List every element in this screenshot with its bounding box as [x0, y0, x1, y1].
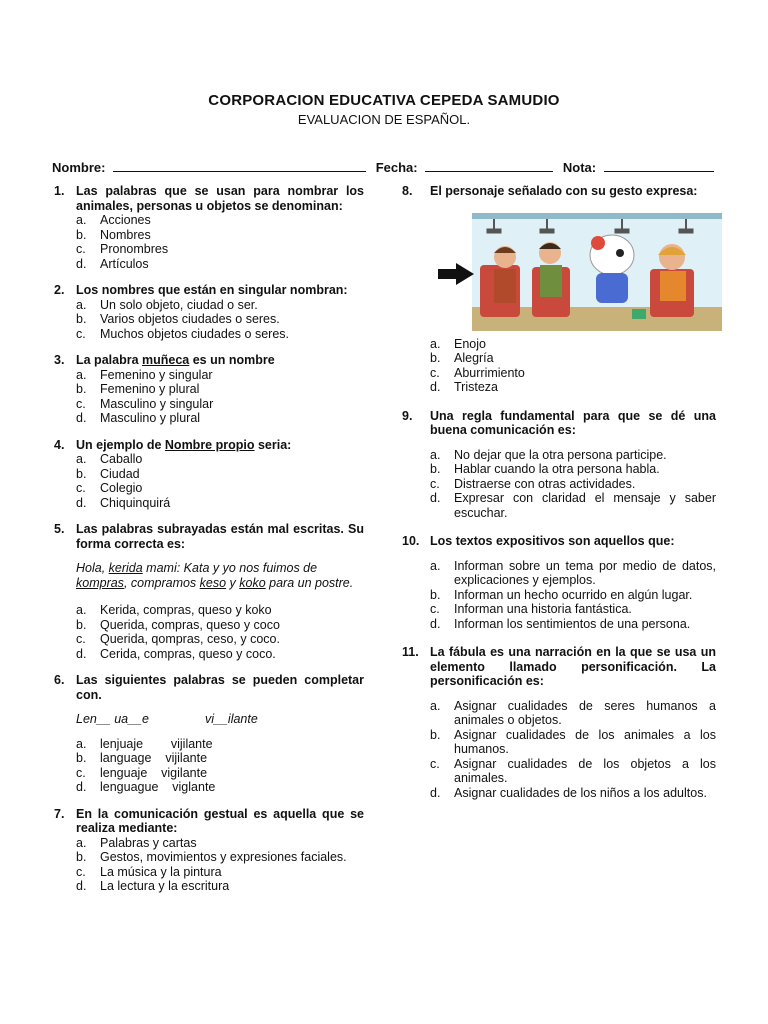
question-10 — [402, 534, 716, 631]
option-b[interactable]: b. Asignar cualidades de los animales a los humanos. — [430, 727, 716, 756]
question-11 — [402, 645, 716, 800]
question-text: Las siguientes palabras se pueden completar con. — [76, 673, 364, 702]
option-c[interactable]: c. La música y la pintura — [76, 864, 222, 879]
question-4 — [54, 437, 364, 511]
option-a[interactable]: a. lenjuaje vijilante — [76, 736, 213, 751]
option-b[interactable]: b. Querida, compras, queso y coco — [76, 617, 280, 632]
question-number: 6. — [54, 673, 65, 687]
option-d[interactable]: d. Cerida, compras, queso y coco. — [76, 646, 276, 661]
question-5 — [54, 522, 364, 661]
option-c[interactable]: c. Asignar cualidades de los objetos a los animales. — [430, 756, 716, 785]
option-a[interactable]: a. Caballo — [76, 452, 143, 466]
fill-in-words: Len__ ua__e vi__ilante — [76, 712, 258, 726]
question-7 — [54, 806, 364, 894]
question-9 — [402, 408, 716, 521]
name-blank[interactable] — [113, 160, 366, 172]
question-text: La fábula es una narración en la que se usa un elemento llamado personificación. La personificación es: — [430, 645, 716, 688]
option-d[interactable]: d. Masculino y plural — [76, 411, 201, 425]
option-b[interactable]: b. Varios objetos ciudades o seres. — [76, 312, 280, 326]
question-text: Una regla fundamental para que se dé una buena comunicación es: — [430, 408, 716, 437]
document-header — [0, 92, 768, 127]
option-a[interactable]: a. Femenino y singular — [76, 367, 213, 382]
question-text: En la comunicación gestual es aquella que se realiza mediante: — [76, 806, 364, 835]
question-number: 11. — [402, 645, 419, 659]
question-number: 4. — [54, 437, 65, 452]
question-number: 2. — [54, 283, 65, 297]
school-name: CORPORACION EDUCATIVA CEPEDA SAMUDIO — [208, 92, 560, 109]
option-b[interactable]: b. Hablar cuando la otra persona habla. — [430, 462, 660, 476]
pointing-arrow-icon — [438, 263, 474, 289]
option-d[interactable]: d. lenguague viglante — [76, 780, 216, 794]
option-c[interactable]: c. Distraerse con otras actividades. — [430, 476, 636, 491]
question-text: Las palabras que se usan para nombrar los animales, personas u objetos se denominan: — [76, 184, 364, 213]
option-c[interactable]: c. Informan una historia fantástica. — [430, 602, 632, 616]
name-label: Nombre: — [52, 160, 106, 175]
question-number: 3. — [54, 353, 65, 367]
option-d[interactable]: d. Expresar con claridad el mensaje y saber escuchar. — [430, 491, 716, 520]
option-b[interactable]: b. Femenino y plural — [76, 382, 200, 396]
misspelled-passage: Hola, kerida mami: Kata y yo nos fuimos de kompras, compramos keso y koko para un postre. — [76, 561, 354, 590]
question-1 — [54, 184, 364, 271]
exam-subject: EVALUACION DE ESPAÑOL. — [297, 112, 471, 127]
option-b[interactable]: b. Nombres — [76, 227, 151, 242]
question-number: 7. — [54, 806, 65, 821]
option-c[interactable]: c. Colegio — [76, 481, 143, 495]
date-blank[interactable] — [425, 160, 553, 172]
question-number: 10. — [402, 534, 420, 548]
option-a[interactable]: a. Kerida, compras, queso y koko — [76, 603, 272, 617]
question-6 — [54, 673, 364, 795]
student-fields — [52, 160, 716, 175]
option-a[interactable]: a. Palabras y cartas — [76, 835, 197, 850]
option-a[interactable]: a. Informan sobre un tema por medio de datos, explicaciones y ejemplos. — [430, 558, 716, 587]
question-number: 1. — [54, 184, 65, 198]
option-d[interactable]: d. Artículos — [76, 256, 149, 271]
question-number: 9. — [402, 408, 413, 423]
left-column — [54, 184, 364, 906]
date-label: Fecha: — [375, 160, 418, 175]
bus-scene-illustration — [472, 213, 722, 331]
option-b[interactable]: b. Gestos, movimientos y expresiones faciales. — [76, 850, 347, 864]
question-8 — [402, 184, 716, 395]
option-d[interactable]: d. Asignar cualidades de los niños a los adultos. — [430, 785, 707, 800]
option-b[interactable]: b. Alegría — [430, 351, 494, 365]
question-text: Los nombres que están en singular nombran: — [76, 283, 348, 297]
grade-blank[interactable] — [604, 160, 714, 172]
question-text: Los textos expositivos son aquellos que: — [430, 534, 675, 548]
option-c[interactable]: c. Muchos objetos ciudades o seres. — [76, 326, 289, 341]
question-number: 5. — [54, 522, 65, 536]
option-b[interactable]: b. Ciudad — [76, 466, 140, 481]
option-d[interactable]: d. La lectura y la escritura — [76, 879, 230, 893]
question-2 — [54, 283, 364, 341]
option-c[interactable]: c. Pronombres — [76, 242, 169, 256]
option-c[interactable]: c. Masculino y singular — [76, 396, 214, 411]
option-a[interactable]: a. Enojo — [430, 336, 486, 351]
option-d[interactable]: d. Tristeza — [430, 380, 498, 394]
grade-label: Nota: — [562, 160, 597, 175]
option-a[interactable]: a. No dejar que la otra persona participe. — [430, 447, 667, 462]
question-text: Las palabras subrayadas están mal escritas. Su forma correcta es: — [76, 522, 364, 551]
underlined-word: Nombre propio — [164, 437, 255, 452]
option-c[interactable]: c. lenguaje vigilante — [76, 765, 208, 780]
option-a[interactable]: a. Un solo objeto, ciudad o ser. — [76, 297, 258, 312]
option-a[interactable]: a. Acciones — [76, 213, 151, 227]
underlined-word: muñeca — [142, 353, 190, 367]
option-a[interactable]: a. Asignar cualidades de seres humanos a animales o objetos. — [430, 698, 716, 727]
option-b[interactable]: b. language vijilante — [76, 751, 208, 765]
question-text: Un ejemplo de Nombre propio seria: — [76, 437, 292, 452]
option-c[interactable]: c. Aburrimiento — [430, 365, 525, 380]
option-d[interactable]: d. Informan los sentimientos de una persona. — [430, 616, 691, 631]
option-d[interactable]: d. Chiquinquirá — [76, 495, 171, 510]
question-3 — [54, 353, 364, 426]
right-column — [402, 184, 716, 812]
question-number: 8. — [402, 184, 413, 198]
question-text: La palabra muñeca es un nombre — [76, 353, 275, 367]
option-c[interactable]: c. Querida, qompras, ceso, y coco. — [76, 632, 280, 646]
option-b[interactable]: b. Informan un hecho ocurrido en algún lugar. — [430, 587, 693, 602]
question-text: El personaje señalado con su gesto expresa: — [430, 184, 698, 198]
